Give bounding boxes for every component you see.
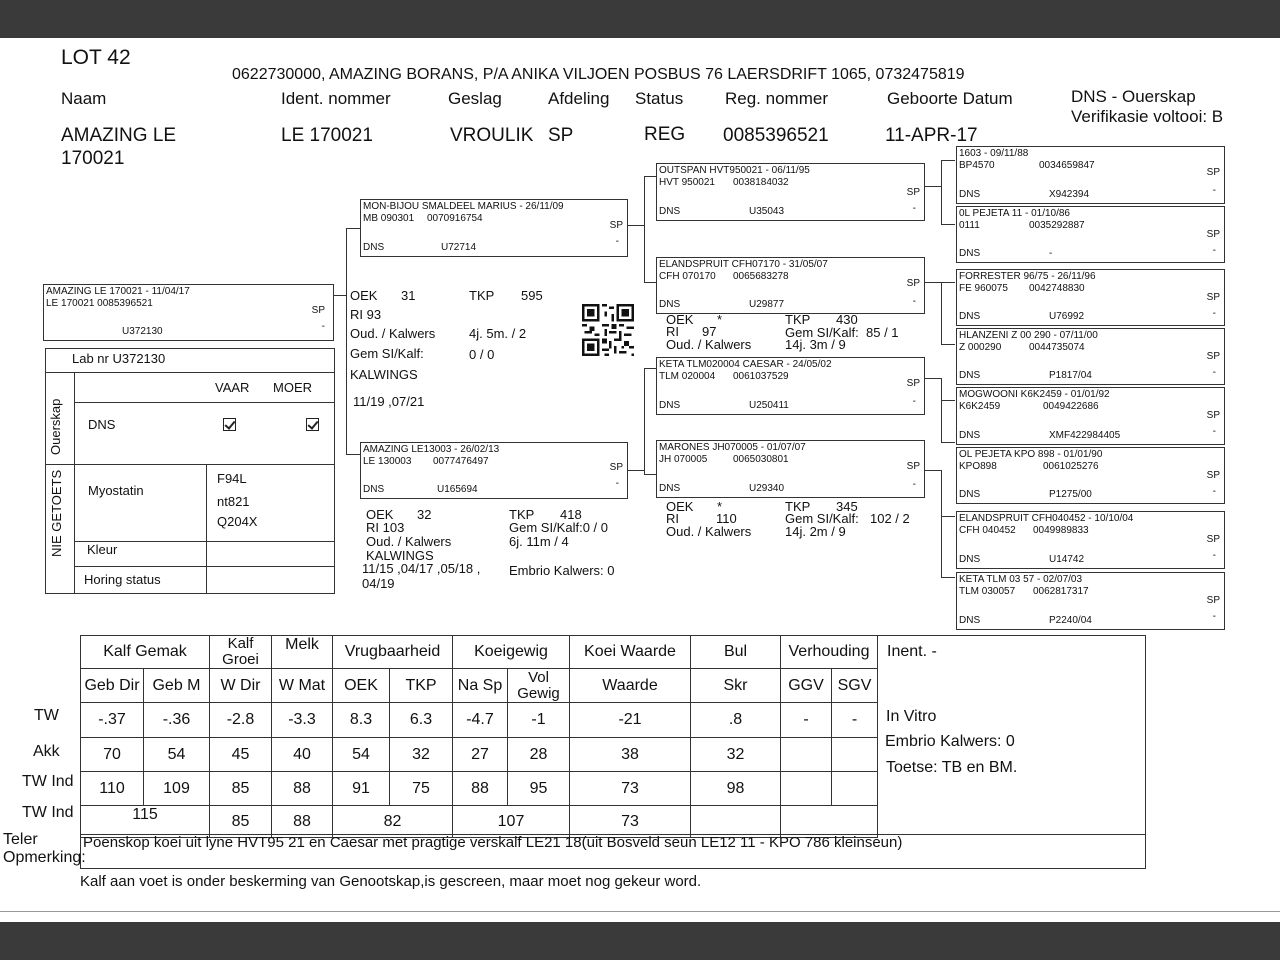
dam-gem: Gem SI/Kalf:0 / 0 xyxy=(509,520,608,535)
great-grandparent-box xyxy=(956,447,1225,504)
akk-cell: 38 xyxy=(570,738,691,772)
great-grandparent-id: CFH 040452 xyxy=(959,525,1016,536)
self-gem-value: 0 / 0 xyxy=(469,347,495,362)
header-verifikasie: Verifikasie voltooi: B xyxy=(1071,107,1224,126)
ouerskap-label: Ouerskap xyxy=(48,398,63,455)
great-grandparent-box xyxy=(956,387,1225,445)
header-geslag: Geslag xyxy=(448,89,502,108)
animal-birthdate: 11-APR-17 xyxy=(885,125,978,146)
header-geboorte: Geboorte Datum xyxy=(887,89,1013,108)
great-grandparent-box xyxy=(956,269,1225,326)
dam-sp: SP xyxy=(609,462,623,473)
self-kalwings: KALWINGS xyxy=(350,367,418,382)
toetse-text: Toetse: TB en BM. xyxy=(886,759,1018,776)
great-grandparent-box xyxy=(956,511,1225,569)
grandparent-code: U35043 xyxy=(749,206,785,217)
great-grandparent-dash: - xyxy=(1212,367,1216,378)
mgd-gem-label: Gem SI/Kalf: xyxy=(785,511,859,526)
group-kalf-groei-line-1: Kalf xyxy=(227,635,254,652)
col-vol-gewig xyxy=(508,669,570,703)
self-oud-value: 4j. 5m. / 2 xyxy=(469,326,527,341)
great-grandparent-id: BP4570 xyxy=(959,160,995,171)
dam-kalwings-dates-1: 11/15 ,04/17 ,05/18 , xyxy=(362,561,481,576)
great-grandparent-dash: - xyxy=(1212,308,1216,319)
dam-tkp-value: 418 xyxy=(560,507,582,522)
vaar-label: VAAR xyxy=(215,380,250,395)
col-waarde: Waarde xyxy=(570,669,691,703)
great-grandparent-dash: - xyxy=(1212,611,1216,622)
mgd-tkp-value: 345 xyxy=(836,499,858,514)
mgs-oud-label: Oud. / Kalwers xyxy=(666,337,752,352)
great-grandparent-id: K6K2459 xyxy=(959,401,1001,412)
myostatin-value-3: Q204X xyxy=(217,514,258,529)
group-koeigewig: Koeigewig xyxy=(453,636,570,669)
grandparent-id: TLM 020004 xyxy=(659,371,716,382)
animal-status: REG xyxy=(644,124,686,145)
self-oud-label: Oud. / Kalwers xyxy=(350,326,436,341)
great-grandparent-sp: SP xyxy=(1206,351,1220,362)
grandparent-dns: DNS xyxy=(659,206,681,217)
moer-label: MOER xyxy=(273,380,312,395)
remarks-label-2: Opmerking: xyxy=(3,849,86,866)
myostatin-value-2: nt821 xyxy=(217,494,250,509)
dam-dns: DNS xyxy=(363,484,385,495)
row-label-akk: Akk xyxy=(33,743,60,760)
tw-cell: -1 xyxy=(508,703,570,738)
tw-cell: - xyxy=(781,703,832,738)
tw-ind-cell xyxy=(832,772,878,806)
great-grandparent-dns: DNS xyxy=(959,248,981,259)
nie-getoets-label: NIE GETOETS xyxy=(49,469,64,557)
animal-geslag: VROULIK xyxy=(450,125,534,146)
great-grandparent-id: FE 960075 xyxy=(959,283,1008,294)
dam-box xyxy=(360,442,628,499)
tw-cell: -21 xyxy=(570,703,691,738)
dam-kalwings: KALWINGS xyxy=(366,548,434,563)
sire-sp: SP xyxy=(609,220,623,231)
group-kalf-gemak: Kalf Gemak xyxy=(81,636,210,669)
tw-ind-combined-cell: 107 xyxy=(453,806,570,838)
great-grandparent-reg: 0049422686 xyxy=(1043,401,1099,412)
grandparent-reg: 0038184032 xyxy=(733,177,789,188)
akk-cell xyxy=(832,738,878,772)
grandparent-box xyxy=(656,163,925,221)
dam-oek-value: 32 xyxy=(417,507,432,522)
great-grandparent-reg: 0034659847 xyxy=(1039,160,1095,171)
great-grandparent-sp: SP xyxy=(1206,595,1220,606)
sire-dash: - xyxy=(615,236,619,247)
akk-cell xyxy=(781,738,832,772)
great-grandparent-code: P2240/04 xyxy=(1049,615,1092,626)
tw-cell: -3.3 xyxy=(272,703,333,738)
grandparent-id: CFH 070170 xyxy=(659,271,716,282)
grandparent-title: OUTSPAN HVT950021 - 06/11/95 xyxy=(659,165,810,176)
myostatin-label: Myostatin xyxy=(88,483,144,498)
grandparent-title: MARONES JH070005 - 01/07/07 xyxy=(659,442,806,453)
col-na-sp: Na Sp xyxy=(453,669,508,703)
tw-cell: -.37 xyxy=(81,703,144,738)
table-row-tw-ind xyxy=(81,772,878,806)
great-grandparent-title: HLANZENI Z 00 290 - 07/11/00 xyxy=(959,330,1098,341)
tw-ind-cell: 109 xyxy=(144,772,210,806)
lab-number: Lab nr U372130 xyxy=(72,351,166,366)
self-oek-value: 31 xyxy=(401,288,416,303)
col-geb-dir: Geb Dir xyxy=(81,669,144,703)
self-tkp-value: 595 xyxy=(521,288,543,303)
grandparent-sp: SP xyxy=(906,378,920,389)
mgs-oek-label: OEK xyxy=(666,312,694,327)
great-grandparent-sp: SP xyxy=(1206,470,1220,481)
great-grandparent-code: - xyxy=(1049,248,1053,259)
tw-cell: -4.7 xyxy=(453,703,508,738)
great-grandparent-title: MOGWOONI K6K2459 - 01/01/92 xyxy=(959,389,1110,400)
row-label-tw-ind-2: TW Ind xyxy=(22,804,74,821)
sire-id: MB 090301 xyxy=(363,213,415,224)
group-melk: Melk xyxy=(272,636,333,669)
akk-cell: 28 xyxy=(508,738,570,772)
self-kalwings-dates: 11/19 ,07/21 xyxy=(353,394,425,409)
col-vol-gewig-line-2: Gewig xyxy=(517,684,560,702)
dam-reg: 0077476497 xyxy=(433,456,489,467)
akk-cell: 32 xyxy=(691,738,781,772)
col-sgv: SGV xyxy=(832,669,878,703)
tw-ind-cell: 110 xyxy=(81,772,144,806)
animal-ident: LE 170021 xyxy=(281,125,373,146)
self-tkp-label: TKP xyxy=(469,288,495,303)
akk-cell: 40 xyxy=(272,738,333,772)
tw-ind-cell: 91 xyxy=(333,772,390,806)
tw-ind-cell: 98 xyxy=(691,772,781,806)
great-grandparent-code: P1817/04 xyxy=(1049,370,1092,381)
kleur-label: Kleur xyxy=(87,542,118,557)
dam-code: U165694 xyxy=(437,484,478,495)
mgd-oek-label: OEK xyxy=(666,499,694,514)
grandparent-box xyxy=(656,357,925,415)
col-oek: OEK xyxy=(333,669,390,703)
header-dns: DNS - Ouerskap xyxy=(1071,87,1196,106)
header-status: Status xyxy=(635,89,684,108)
great-grandparent-title: KETA TLM 03 57 - 02/07/03 xyxy=(959,574,1083,585)
dam-kalwings-dates-2: 04/19 xyxy=(362,576,395,591)
great-grandparent-id: KPO898 xyxy=(959,461,997,472)
group-kalf-groei-line-2: Groei xyxy=(222,651,259,668)
tw-ind-cell: 75 xyxy=(390,772,453,806)
great-grandparent-code: U76992 xyxy=(1049,311,1085,322)
great-grandparent-dash: - xyxy=(1212,185,1216,196)
mgs-gem-label: Gem SI/Kalf: xyxy=(785,325,859,340)
grandparent-code: U250411 xyxy=(749,400,789,411)
great-grandparent-code: P1275/00 xyxy=(1049,489,1092,500)
remarks-text: Poenskop koei uit lyne HVT95 21 en Caesar met pragtige verskalf LE21 18(uit Bosveld seun LE12 11 - KPO 786 kleinseun) xyxy=(83,834,903,851)
self-sub: LE 170021 0085396521 xyxy=(46,298,153,309)
owner-line: 0622730000, AMAZING BORANS, P/A ANIKA VILJOEN POSBUS 76 LAERSDRIFT 1065, 0732475819 xyxy=(232,66,965,83)
great-grandparent-title: 0L PEJETA 11 - 01/10/86 xyxy=(959,208,1070,219)
animal-afdeling: SP xyxy=(548,125,574,146)
great-grandparent-reg: 0062817317 xyxy=(1033,586,1089,597)
grandparent-dash: - xyxy=(912,479,916,490)
tw-cell: - xyxy=(832,703,878,738)
grandparent-dash: - xyxy=(912,296,916,307)
grandparent-dns: DNS xyxy=(659,483,681,494)
great-grandparent-code: XMF422984405 xyxy=(1049,430,1121,441)
great-grandparent-sp: SP xyxy=(1206,410,1220,421)
mgd-ri-value: 110 xyxy=(716,511,737,526)
grandparent-sp: SP xyxy=(906,461,920,472)
grandparent-dash: - xyxy=(912,203,916,214)
great-grandparent-box xyxy=(956,206,1225,263)
table-row-akk xyxy=(81,738,878,772)
akk-cell: 45 xyxy=(210,738,272,772)
group-kalf-groei xyxy=(210,636,272,669)
col-geb-m: Geb M xyxy=(144,669,210,703)
great-grandparent-dns: DNS xyxy=(959,311,981,322)
self-code: U372130 xyxy=(122,326,163,337)
mgs-tkp-value: 430 xyxy=(836,312,858,327)
tw-ind-combined-cell: 88 xyxy=(272,806,333,838)
self-gem-label: Gem SI/Kalf: xyxy=(350,346,424,361)
animal-reg: 0085396521 xyxy=(723,125,829,146)
great-grandparent-title: OL PEJETA KPO 898 - 01/01/90 xyxy=(959,449,1103,460)
grandparent-dns: DNS xyxy=(659,400,681,411)
bottom-bar xyxy=(0,922,1280,960)
header-ident: Ident. nommer xyxy=(281,89,391,108)
tw-ind-combined-cell: 82 xyxy=(333,806,453,838)
grandparent-reg: 0065683278 xyxy=(733,271,789,282)
mgd-gem-value: 102 / 2 xyxy=(870,511,910,526)
sire-reg: 0070916754 xyxy=(427,213,483,224)
great-grandparent-dns: DNS xyxy=(959,489,981,500)
group-koei-waarde: Koei Waarde xyxy=(570,636,691,669)
great-grandparent-dns: DNS xyxy=(959,189,981,200)
footnote: Kalf aan voet is onder beskerming van Genootskap,is gescreen, maar moet nog gekeur word. xyxy=(80,873,702,890)
akk-cell: 27 xyxy=(453,738,508,772)
great-grandparent-title: ELANDSPRUIT CFH040452 - 10/10/04 xyxy=(959,513,1134,524)
tw-cell: -2.8 xyxy=(210,703,272,738)
ebv-table xyxy=(80,635,878,838)
great-grandparent-dash: - xyxy=(1212,245,1216,256)
col-w-dir: W Dir xyxy=(210,669,272,703)
great-grandparent-title: FORRESTER 96/75 - 26/11/96 xyxy=(959,271,1096,282)
dns-label: DNS xyxy=(88,417,116,432)
dam-title: AMAZING LE13003 - 26/02/13 xyxy=(363,444,500,455)
animal-name-1: AMAZING LE xyxy=(61,125,177,146)
great-grandparent-dns: DNS xyxy=(959,554,981,565)
grandparent-title: KETA TLM020004 CAESAR - 24/05/02 xyxy=(659,359,832,370)
tw-cell: .8 xyxy=(691,703,781,738)
mgd-tkp-label: TKP xyxy=(785,499,811,514)
sire-code: U72714 xyxy=(441,242,477,253)
grandparent-box xyxy=(656,257,925,314)
mgs-oud-value: 14j. 3m / 9 xyxy=(785,337,846,352)
dam-id: LE 130003 xyxy=(363,456,412,467)
grandparent-id: HVT 950021 xyxy=(659,177,715,188)
akk-cell: 54 xyxy=(144,738,210,772)
sire-dns: DNS xyxy=(363,242,385,253)
self-title: AMAZING LE 170021 - 11/04/17 xyxy=(46,286,190,297)
grandparent-id: JH 070005 xyxy=(659,454,708,465)
tw-ind-cell: 95 xyxy=(508,772,570,806)
great-grandparent-dash: - xyxy=(1212,550,1216,561)
self-ri: RI 93 xyxy=(350,307,382,322)
great-grandparent-dns: DNS xyxy=(959,615,981,626)
header-reg: Reg. nommer xyxy=(725,89,828,108)
great-grandparent-box xyxy=(956,146,1225,204)
top-bar xyxy=(0,0,1280,38)
tw-ind-cell: 88 xyxy=(453,772,508,806)
akk-cell: 54 xyxy=(333,738,390,772)
tw-cell: -.36 xyxy=(144,703,210,738)
akk-cell: 70 xyxy=(81,738,144,772)
mgs-ri-value: 97 xyxy=(702,324,717,339)
mgs-tkp-label: TKP xyxy=(785,312,811,327)
akk-cell: 32 xyxy=(390,738,453,772)
inent-text: Inent. - xyxy=(887,643,937,660)
great-grandparent-box xyxy=(956,328,1225,385)
mgs-gem-value: 85 / 1 xyxy=(866,325,899,340)
great-grandparent-dns: DNS xyxy=(959,370,981,381)
tw-ind-combined-cell: 73 xyxy=(570,806,691,838)
col-ggv: GGV xyxy=(781,669,832,703)
dam-ri: RI 103 xyxy=(366,520,405,535)
tw-ind-cell xyxy=(781,772,832,806)
great-grandparent-reg: 0042748830 xyxy=(1029,283,1085,294)
dam-oud: Oud. / Kalwers xyxy=(366,534,452,549)
remarks-label-1: Teler xyxy=(3,831,38,848)
in-vitro-text: In Vitro xyxy=(886,708,937,725)
moer-checkbox xyxy=(306,418,319,431)
self-pedigree-box xyxy=(43,284,334,341)
self-oek-label: OEK xyxy=(350,288,378,303)
great-grandparent-sp: SP xyxy=(1206,229,1220,240)
header-afdeling: Afdeling xyxy=(548,89,610,108)
grandparent-code: U29877 xyxy=(749,299,785,310)
great-grandparent-reg: 0049989833 xyxy=(1033,525,1089,536)
col-vol-gewig-line-1: Vol xyxy=(528,668,549,686)
grandparent-code: U29340 xyxy=(749,483,785,494)
great-grandparent-sp: SP xyxy=(1206,292,1220,303)
great-grandparent-box xyxy=(956,572,1225,630)
great-grandparent-sp: SP xyxy=(1206,534,1220,545)
group-vrugbaarheid: Vrugbaarheid xyxy=(333,636,453,669)
dam-oek-label: OEK xyxy=(366,507,394,522)
dam-tkp-label: TKP xyxy=(509,507,535,522)
dam-age: 6j. 11m / 4 xyxy=(509,534,569,549)
grandparent-dns: DNS xyxy=(659,299,681,310)
row-label-tw-ind: TW Ind xyxy=(22,773,74,790)
mgd-oek-value: * xyxy=(717,499,723,514)
mgd-oud-value: 14j. 2m / 9 xyxy=(785,524,846,539)
embrio-kalwers-text: Embrio Kalwers: 0 xyxy=(885,733,1015,750)
mgd-oud-label: Oud. / Kalwers xyxy=(666,524,752,539)
myostatin-value-1: F94L xyxy=(217,471,247,486)
great-grandparent-sp: SP xyxy=(1206,167,1220,178)
self-dash: - xyxy=(321,321,325,332)
col-w-mat: W Mat xyxy=(272,669,333,703)
lot-number: LOT 42 xyxy=(61,46,131,69)
sire-box xyxy=(360,199,628,257)
grandparent-dash: - xyxy=(912,396,916,407)
great-grandparent-code: U14742 xyxy=(1049,554,1085,565)
table-row-tw xyxy=(81,703,878,738)
grandparent-sp: SP xyxy=(906,278,920,289)
great-grandparent-title: 1603 - 09/11/88 xyxy=(959,148,1029,159)
great-grandparent-id: Z 000290 xyxy=(959,342,1002,353)
tw-ind-cell: 88 xyxy=(272,772,333,806)
group-bul: Bul xyxy=(691,636,781,669)
vaar-checkbox xyxy=(223,418,236,431)
grandparent-reg: 0061037529 xyxy=(733,371,789,382)
great-grandparent-reg: 0061025276 xyxy=(1043,461,1099,472)
tw-cell: 6.3 xyxy=(390,703,453,738)
mgs-oek-value: * xyxy=(717,312,723,327)
great-grandparent-code: X942394 xyxy=(1049,189,1090,200)
great-grandparent-id: 0111 xyxy=(959,220,980,231)
great-grandparent-dash: - xyxy=(1212,486,1216,497)
great-grandparent-id: TLM 030057 xyxy=(959,586,1016,597)
col-skr: Skr xyxy=(691,669,781,703)
sire-title: MON-BIJOU SMALDEEL MARIUS - 26/11/09 xyxy=(363,201,564,212)
mgs-ri-label: RI xyxy=(666,324,679,339)
animal-name-2: 170021 xyxy=(61,148,125,169)
tw-ind-cell: 85 xyxy=(210,772,272,806)
header-naam: Naam xyxy=(61,89,107,108)
grandparent-sp: SP xyxy=(906,187,920,198)
row-label-tw: TW xyxy=(34,707,59,724)
dam-dash: - xyxy=(615,478,619,489)
mgd-ri-label: RI xyxy=(666,511,679,526)
table-row-tw-ind-combined xyxy=(81,806,878,838)
dam-embrio: Embrio Kalwers: 0 xyxy=(509,563,615,578)
group-verhouding: Verhouding xyxy=(781,636,878,669)
grandparent-reg: 0065030801 xyxy=(733,454,789,465)
self-sp: SP xyxy=(311,305,325,316)
grandparent-title: ELANDSPRUIT CFH07170 - 31/05/07 xyxy=(659,259,828,270)
tw-ind-cell: 73 xyxy=(570,772,691,806)
tw-ind-combined-cell: 115 xyxy=(81,806,210,838)
great-grandparent-reg: 0044735074 xyxy=(1029,342,1085,353)
horing-status-label: Horing status xyxy=(84,572,161,587)
tw-ind-combined-cell: 85 xyxy=(210,806,272,838)
great-grandparent-dash: - xyxy=(1212,426,1216,437)
col-tkp: TKP xyxy=(390,669,453,703)
tw-cell: 8.3 xyxy=(333,703,390,738)
great-grandparent-dns: DNS xyxy=(959,430,981,441)
great-grandparent-reg: 0035292887 xyxy=(1029,220,1085,231)
grandparent-box xyxy=(656,440,925,498)
qr-code-icon xyxy=(582,304,634,356)
